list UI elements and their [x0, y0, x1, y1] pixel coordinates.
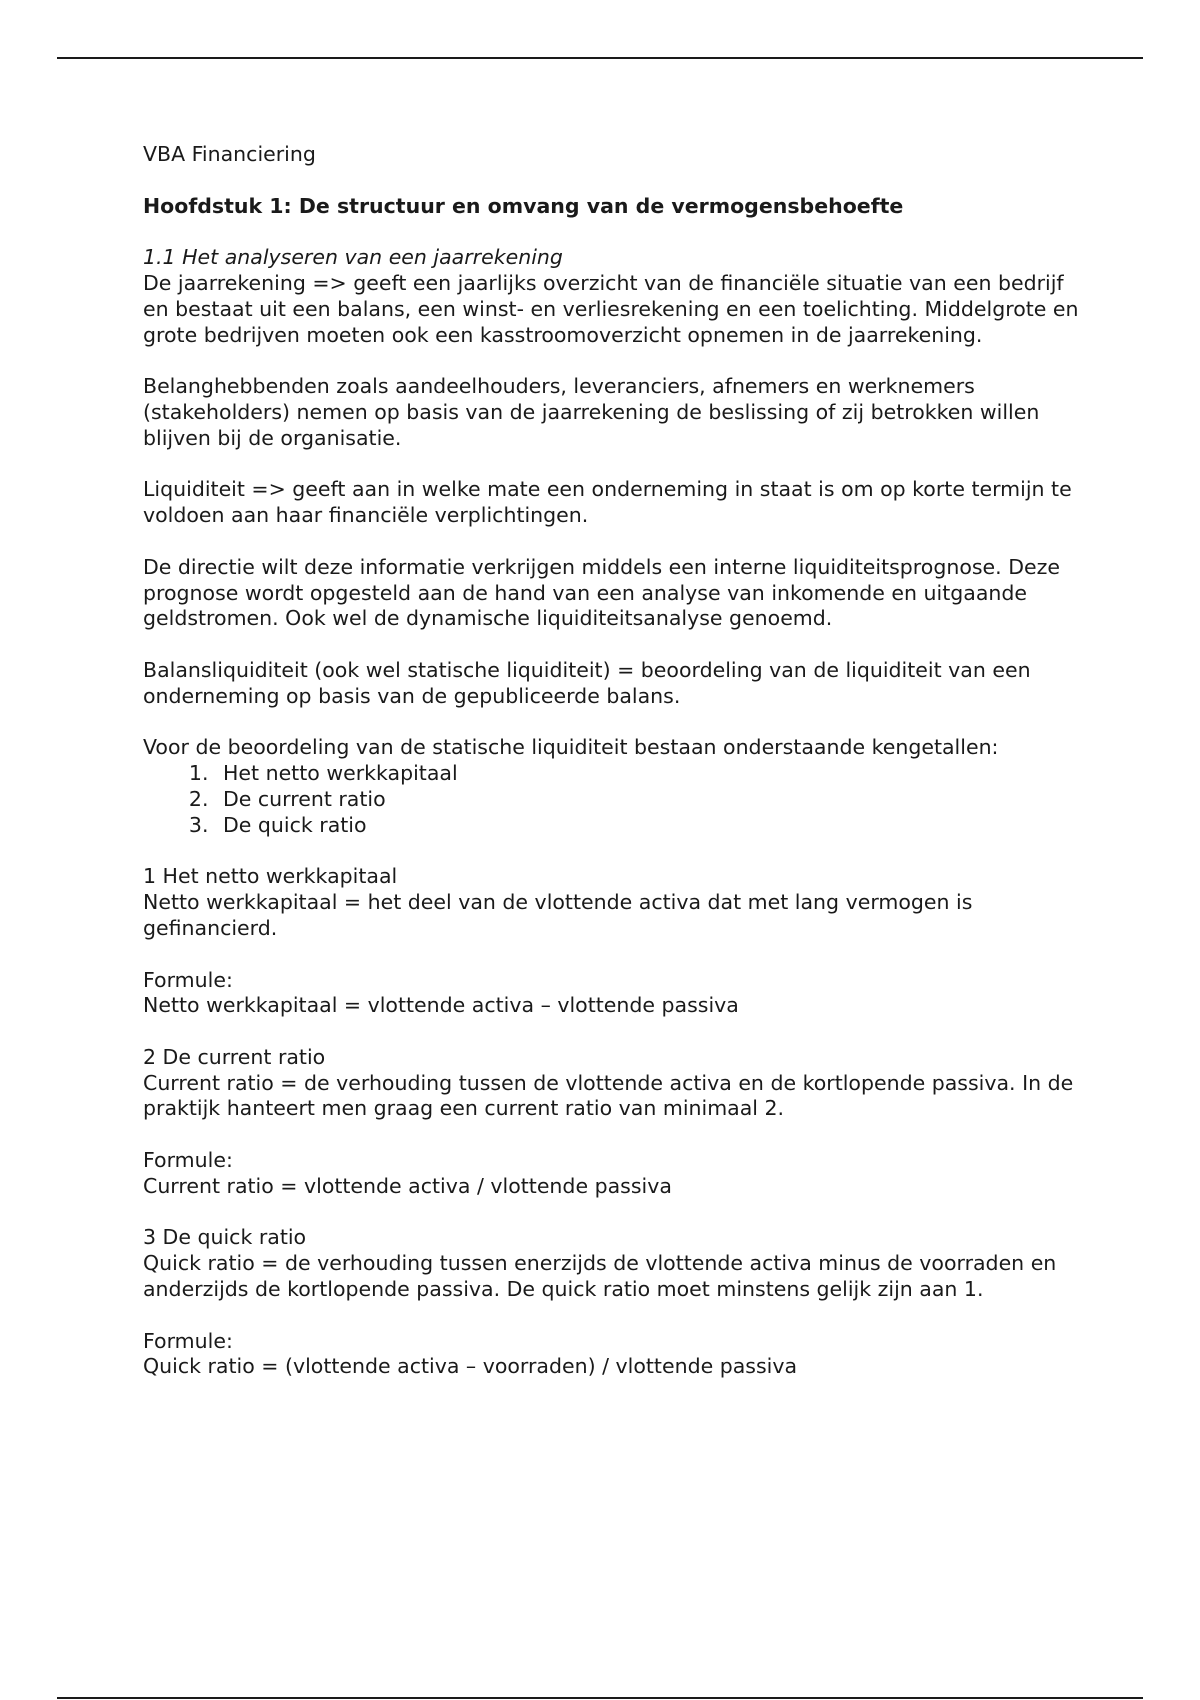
subsection-heading: 2 De current ratio: [143, 1044, 326, 1069]
chapter-heading: Hoofdstuk 1: De structuur en omvang van de vermogensbehoefte: [143, 193, 904, 218]
list-item: 2. De current ratio: [215, 787, 1083, 813]
header-rule: [57, 57, 1143, 59]
subsection-heading: 3 De quick ratio: [143, 1225, 307, 1250]
paragraph-balansliquiditeit: Balansliquiditeit (ook wel statische liquiditeit) = beoordeling van de liquiditeit van een onderneming op basis van de gepubliceerde balans.: [143, 657, 1031, 708]
footer-rule: [57, 1697, 1143, 1699]
formula-quick-ratio: [143, 1329, 1083, 1381]
formula-label: Formule:: [143, 1328, 233, 1353]
formula-text: Netto werkkapitaal = vlottende activa – vlottende passiva: [143, 993, 739, 1018]
paragraph-liquiditeit: Liquiditeit => geeft aan in welke mate een onderneming in staat is om op korte termijn te voldoen aan haar financiële verplichtingen.: [143, 477, 1072, 528]
section-heading: 1.1 Het analyseren van een jaarrekening: [143, 245, 563, 270]
subsection-heading: 1 Het netto werkkapitaal: [143, 864, 398, 889]
subsection-definition: Netto werkkapitaal = het deel van de vlottende activa dat met lang vermogen is gefinancierd.: [143, 890, 973, 940]
paragraph-jaarrekening: De jaarrekening => geeft een jaarlijks overzicht van de financiële situatie van een bedrijf en bestaat uit een balans, een winst- en verliesrekening en een toelichting. Middelgrote en grote bedrijven moeten ook een kasstroomoverzicht opnemen in de jaarrekening.: [143, 270, 1079, 347]
subsection-definition: Current ratio = de verhouding tussen de vlottende activa en de kortlopende passiva. In de praktijk hanteert men graag een current ratio van minimaal 2.: [143, 1070, 1074, 1121]
subsection-current-ratio: [143, 1045, 1083, 1122]
list-item: 3. De quick ratio: [215, 813, 1083, 839]
formula-text: Quick ratio = (vlottende activa – voorraden) / vlottende passiva: [143, 1354, 798, 1379]
list-item: 1. Het netto werkkapitaal: [215, 761, 1083, 787]
formula-label: Formule:: [143, 1148, 233, 1173]
formula-current-ratio: [143, 1148, 1083, 1200]
formula-netto-werkkapitaal: [143, 968, 1083, 1020]
paragraph-kengetallen-intro: Voor de beoordeling van de statische liquiditeit bestaan onderstaande kengetallen:: [143, 735, 999, 760]
subsection-netto-werkkapitaal: [143, 864, 1083, 941]
document-body: [143, 142, 1083, 1406]
paragraph-liquiditeitsprognose: De directie wilt deze informatie verkrijgen middels een interne liquiditeitsprognose. Deze prognose wordt opgesteld aan de hand van een analyse van inkomende en uitgaande geldstromen. Ook wel de dynamische liquiditeitsanalyse genoemd.: [143, 554, 1060, 631]
subsection-definition: Quick ratio = de verhouding tussen enerzijds de vlottende activa minus de voorraden en anderzijds de kortlopende passiva. De quick ratio moet minstens gelijk zijn aan 1.: [143, 1251, 1057, 1302]
subsection-quick-ratio: [143, 1225, 1083, 1302]
formula-text: Current ratio = vlottende activa / vlottende passiva: [143, 1173, 672, 1198]
paragraph-stakeholders: Belanghebbenden zoals aandeelhouders, leveranciers, afnemers en werknemers (stakeholders) nemen op basis van de jaarrekening de beslissing of zij betrokken willen blijven bij de organisatie.: [143, 374, 1040, 450]
formula-label: Formule:: [143, 967, 233, 992]
document-title: VBA Financiering: [143, 142, 316, 166]
kengetallen-list: [143, 761, 1083, 838]
